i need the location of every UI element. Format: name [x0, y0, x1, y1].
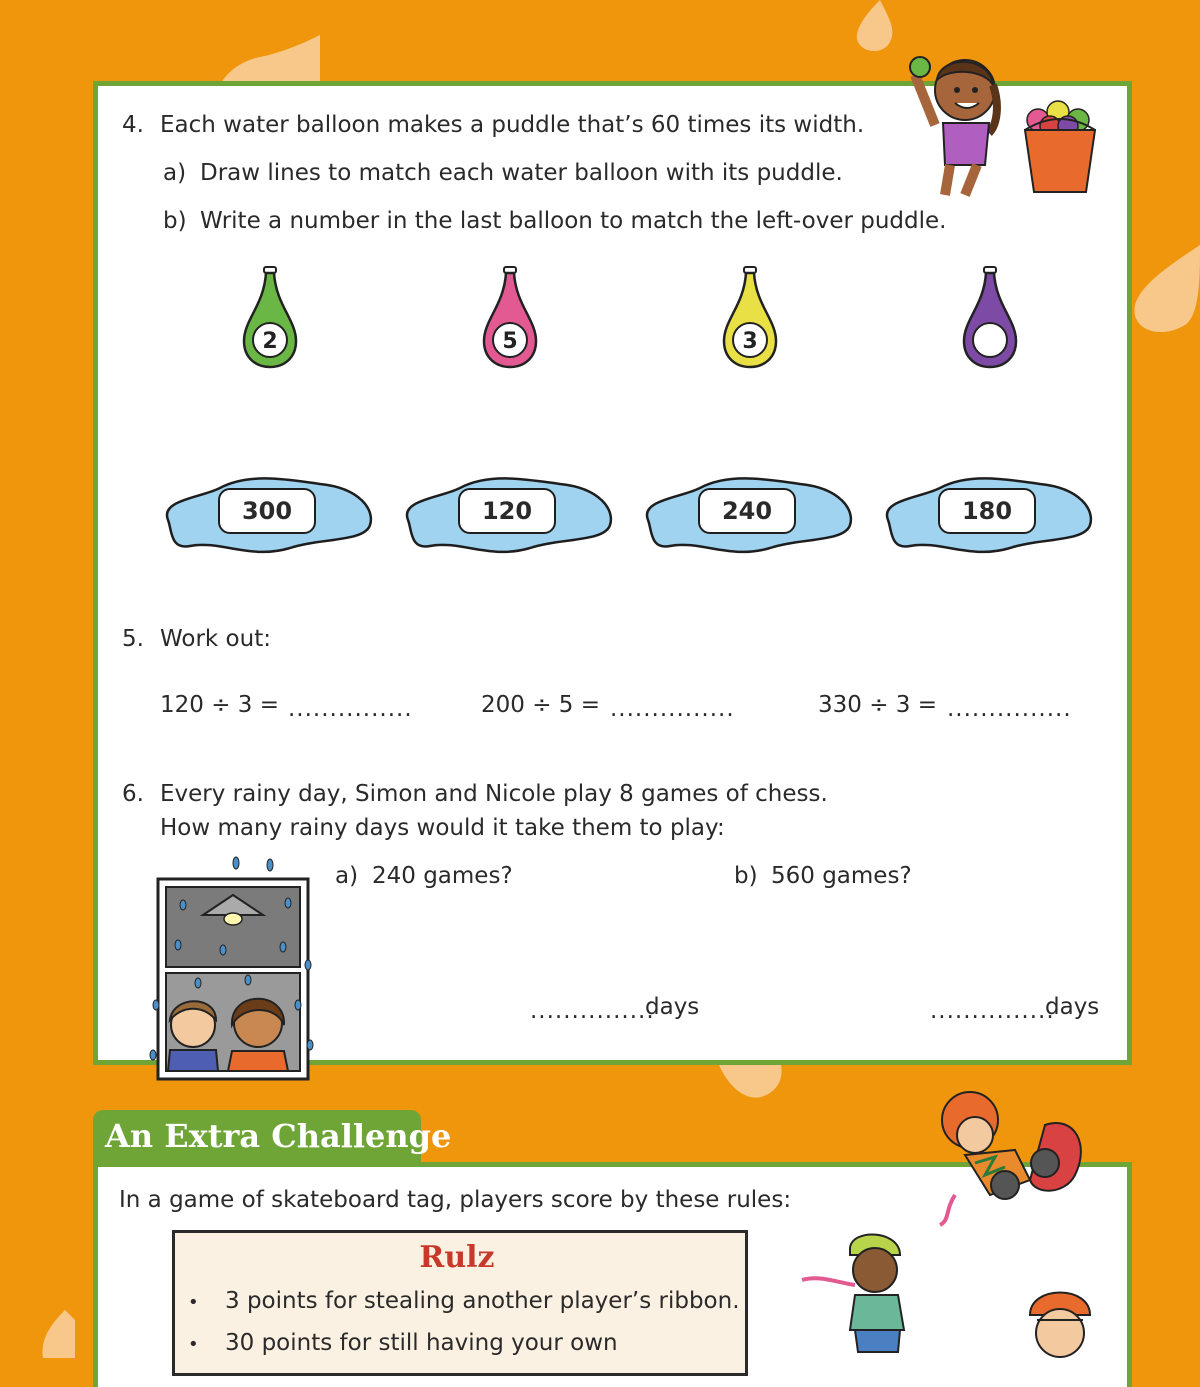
balloon-4-blank[interactable] — [960, 265, 1020, 370]
balloon-1[interactable] — [240, 265, 300, 370]
q5-answer-blank-2[interactable]: ............... — [610, 696, 735, 722]
puddle-3[interactable] — [640, 470, 855, 560]
q5-answer-blank-1[interactable]: ............... — [288, 696, 413, 722]
rules-title: Rulz — [419, 1240, 495, 1275]
q5-answer-blank-3[interactable]: ............... — [947, 696, 1072, 722]
q4-text: Each water balloon makes a puddle that’s 60 times its width. — [160, 112, 865, 138]
q6a-unit: days — [645, 994, 700, 1020]
puddle-value: 120 — [458, 488, 556, 534]
raindrop-decoration-icon — [850, 0, 896, 55]
q5-text: Work out: — [160, 626, 271, 652]
q6-number: 6. — [122, 781, 144, 807]
q4-number: 4. — [122, 112, 144, 138]
q4a-label: a) — [163, 160, 187, 186]
puddle-2[interactable] — [400, 470, 615, 560]
girl-with-water-balloon-illustration — [905, 45, 1015, 200]
puddle-4[interactable] — [880, 470, 1095, 560]
q6a-answer-blank[interactable]: ............... — [530, 998, 655, 1024]
puddle-value: 240 — [698, 488, 796, 534]
q5-item-2: 200 ÷ 5 = — [481, 692, 601, 718]
q6a-text: 240 games? — [372, 863, 513, 889]
bucket-of-balloons-illustration — [1020, 98, 1100, 196]
balloon-3[interactable] — [720, 265, 780, 370]
balloon-value: 5 — [502, 329, 518, 354]
rule-2: 30 points for still having your own — [225, 1330, 618, 1356]
q6b-text: 560 games? — [771, 863, 912, 889]
raindrop-decoration-icon — [1130, 245, 1200, 335]
raindrop-decoration-icon — [35, 1310, 75, 1358]
q5-number: 5. — [122, 626, 144, 652]
balloon-2[interactable] — [480, 265, 540, 370]
challenge-title: An Extra Challenge — [105, 1117, 452, 1155]
q6b-unit: days — [1045, 994, 1100, 1020]
q5-item-1: 120 ÷ 3 = — [160, 692, 280, 718]
raindrop-decoration-icon — [220, 35, 320, 85]
challenge-intro: In a game of skateboard tag, players score by these rules: — [119, 1187, 792, 1213]
skateboarder-jumping-illustration — [935, 1085, 1085, 1230]
q4a-text: Draw lines to match each water balloon with its puddle. — [200, 160, 843, 186]
skater-kid-green-helmet-illustration — [800, 1230, 910, 1358]
q5-item-3: 330 ÷ 3 = — [818, 692, 938, 718]
skater-kid-orange-helmet-illustration — [1025, 1285, 1095, 1358]
q4b-label: b) — [163, 208, 187, 234]
rainy-window-illustration — [148, 855, 320, 1083]
puddle-value: 180 — [938, 488, 1036, 534]
q6-line-2: How many rainy days would it take them to play: — [160, 815, 725, 841]
balloon-value: 2 — [262, 329, 278, 354]
puddle-1[interactable] — [160, 470, 375, 560]
q6a-label: a) — [335, 863, 359, 889]
q6b-answer-blank[interactable]: ............... — [930, 998, 1055, 1024]
balloon-value: 3 — [742, 329, 758, 354]
q4b-text: Write a number in the last balloon to match the left-over puddle. — [200, 208, 947, 234]
rule-1: 3 points for stealing another player’s ribbon. — [225, 1288, 740, 1314]
puddle-value: 300 — [218, 488, 316, 534]
rule-bullet: • — [188, 1334, 199, 1355]
q6b-label: b) — [734, 863, 758, 889]
rule-bullet: • — [188, 1292, 199, 1313]
q6-line-1: Every rainy day, Simon and Nicole play 8 games of chess. — [160, 781, 828, 807]
